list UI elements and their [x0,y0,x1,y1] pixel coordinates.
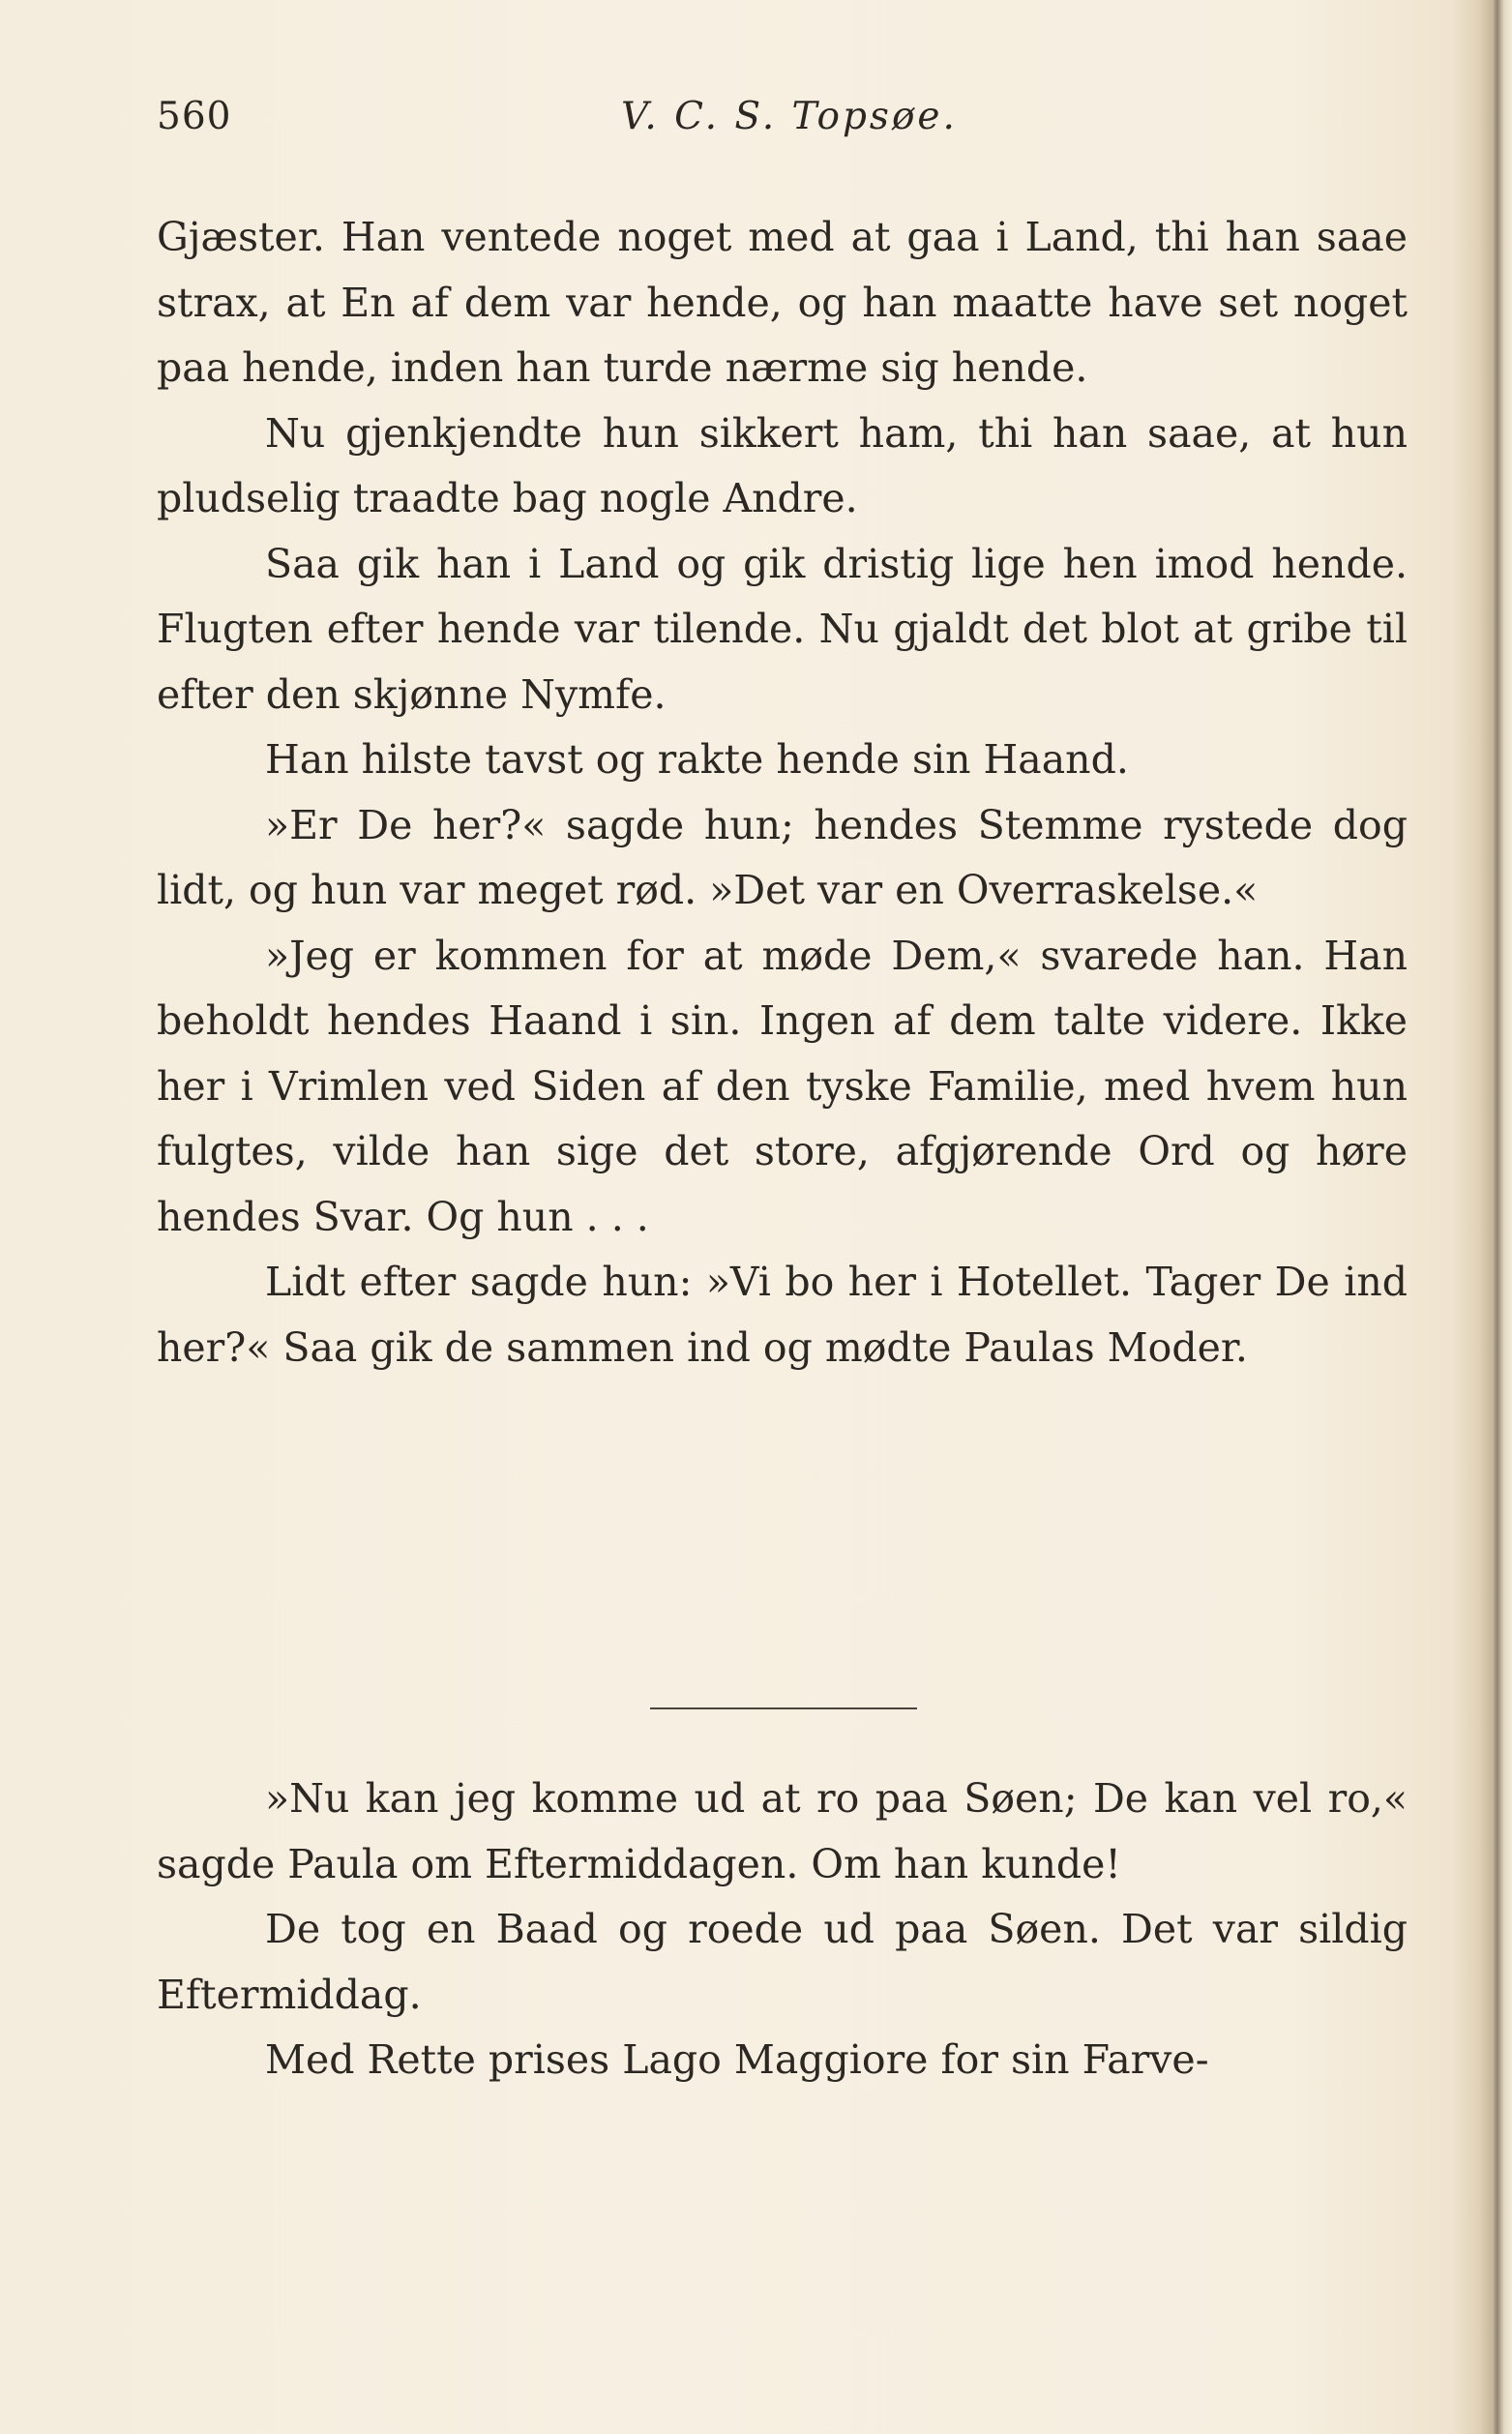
section-divider [650,1707,917,1709]
paragraph: Han hilste tavst og rakte hende sin Haand. [265,736,1129,783]
running-head-title: V. C. S. Topsøe. [621,95,958,138]
paragraph: Gjæster. Han ventede noget med at gaa i Land, thi han saae strax, at En af dem var hende, og han maatte have set noget paa hende, inden han turde nærme sig hende. [157,214,1408,391]
running-head [157,95,1414,153]
book-spine-shadow [1479,0,1512,2434]
paragraph: Saa gik han i Land og gik dristig lige hen imod hende. Flugten efter hende var tilende. Nu gjaldt det blot at gribe til efter den skjønne Nymfe. [157,540,1408,718]
paragraph: »Jeg er kommen for at møde Dem,« svarede han. Han beholdt hendes Haand i sin. Ingen af dem talte videre. Ikke her i Vrimlen ved Siden af den tyske Familie, med hvem hun fulgtes, vilde han sige det store, afgjørende Ord og høre hendes Svar. Og hun . . . [157,932,1408,1240]
paragraph: Lidt efter sagde hun: »Vi bo her i Hotellet. Tager De ind her?« Saa gik de sammen ind og mødte Paulas Moder. [157,1259,1408,1371]
paragraph: De tog en Baad og roede ud paa Søen. Det var sildig Eftermiddag. [157,1906,1408,2018]
paragraph: Med Rette prises Lago Maggiore for sin Farve- [265,2036,1209,2083]
paragraph: Nu gjenkjendte hun sikkert ham, thi han saae, at hun pludselig traadte bag nogle Andre. [157,409,1408,521]
paragraph: »Er De her?« sagde hun; hendes Stemme rystede dog lidt, og hun var meget rød. »Det var en Overraskelse.« [157,801,1408,913]
text-section-2 [157,1766,1408,2093]
text-section-1 [157,205,1408,1380]
page-number: 560 [157,95,232,138]
paragraph: »Nu kan jeg komme ud at ro paa Søen; De kan vel ro,« sagde Paula om Eftermiddagen. Om han kunde! [157,1775,1408,1887]
